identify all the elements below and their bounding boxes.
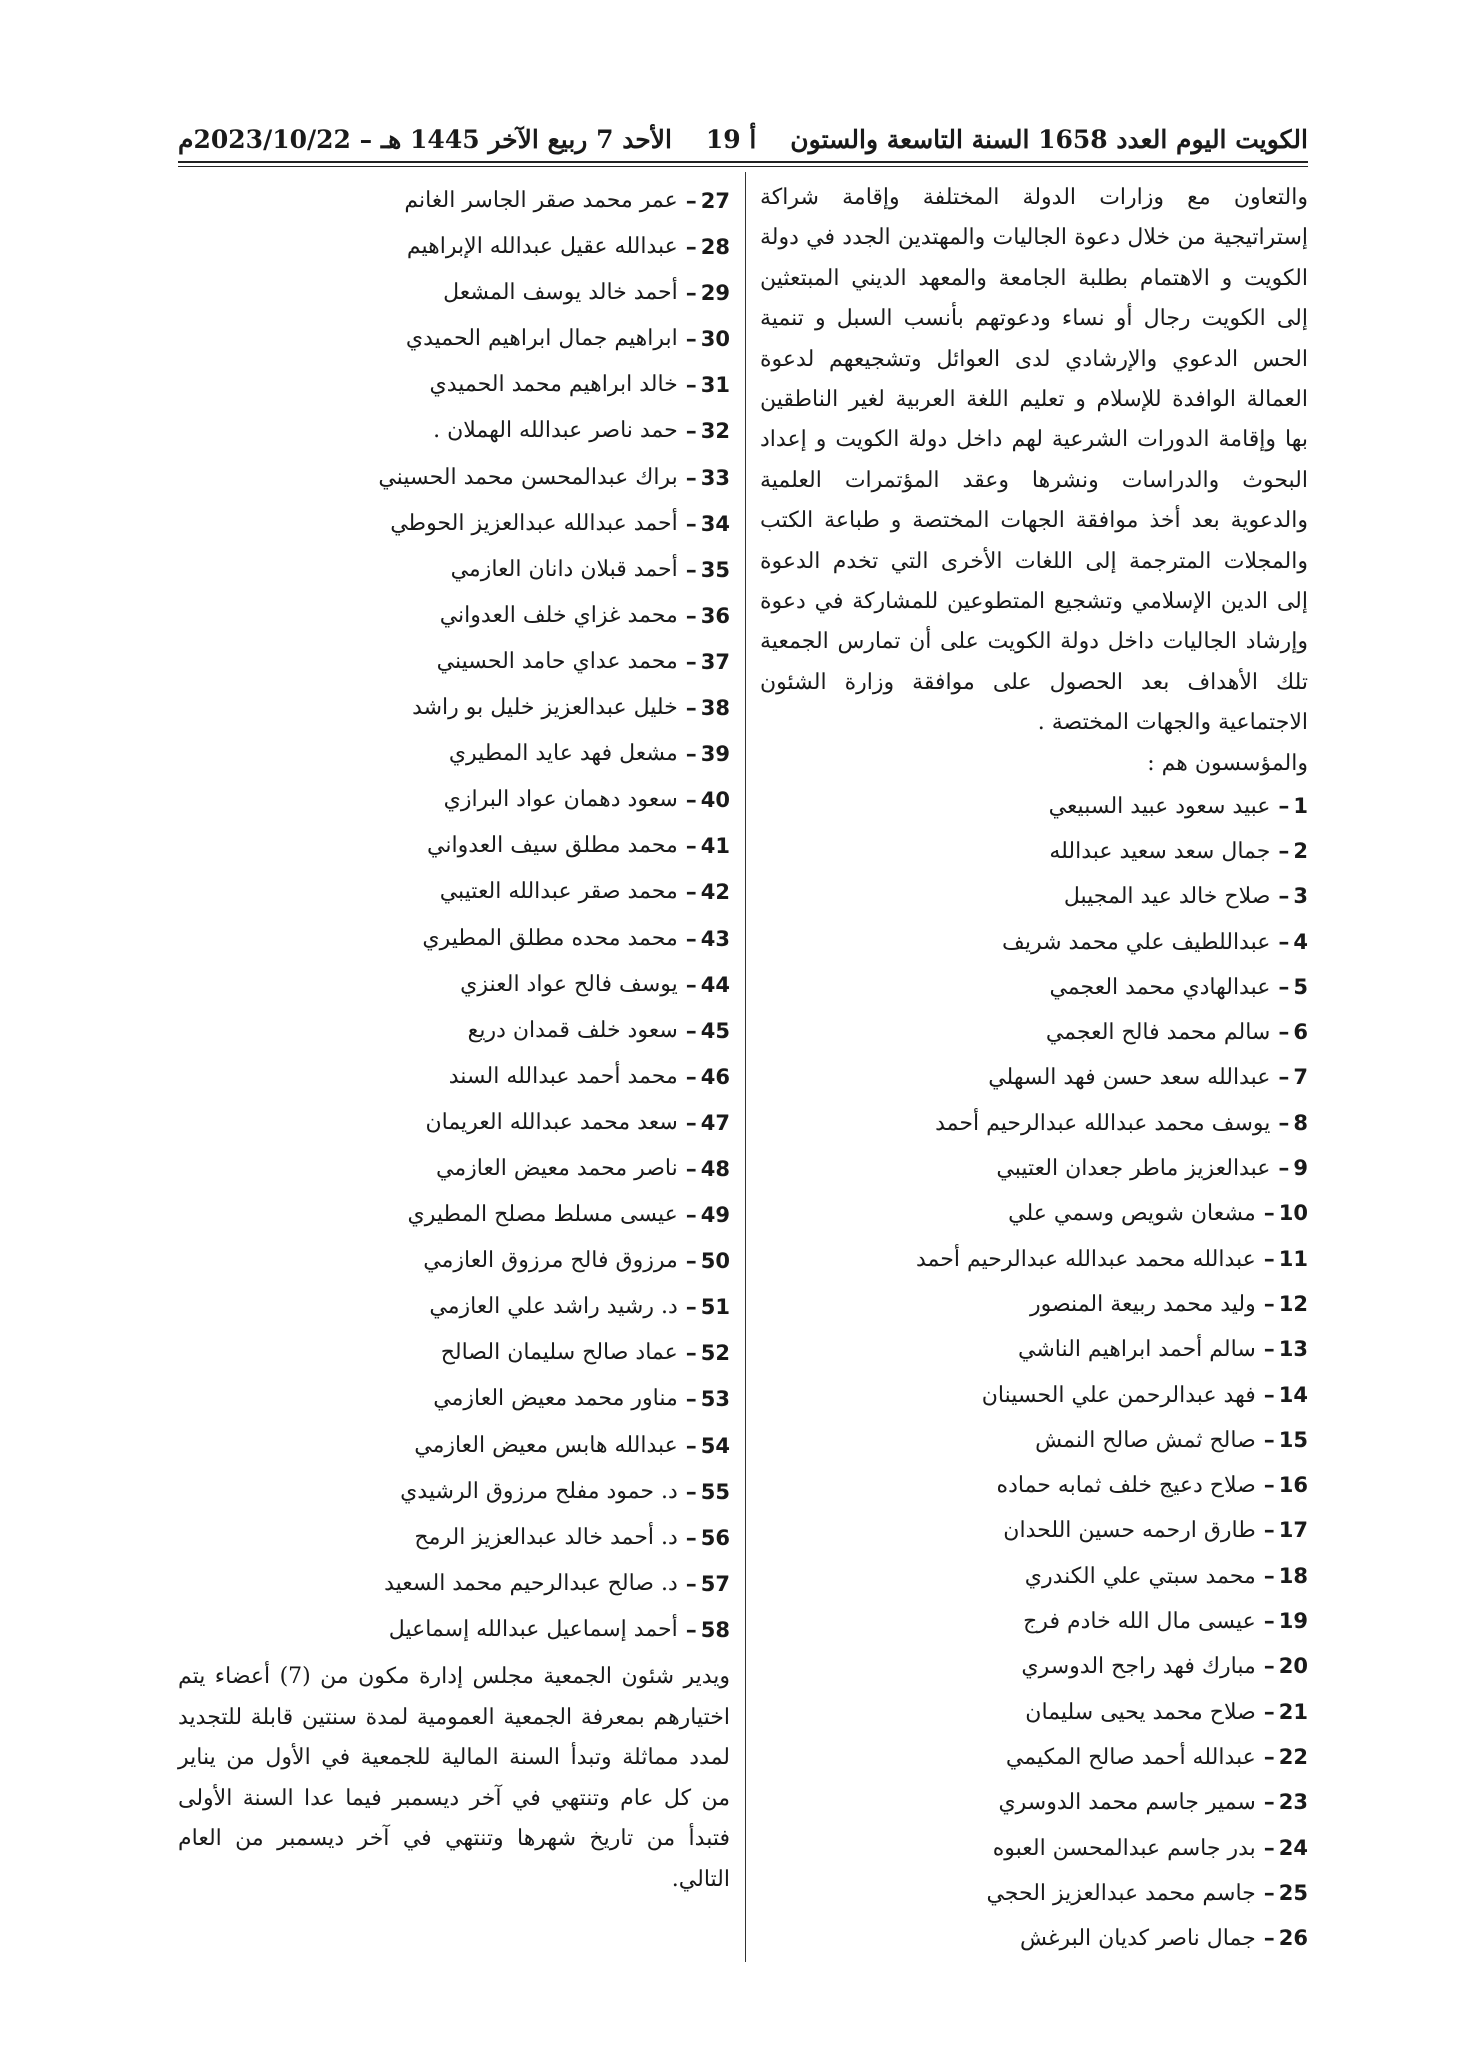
founder-name: عبدالله سعد حسن فهد السهلي — [988, 1065, 1271, 1091]
founder-name: د. صالح عبدالرحيم محمد السعيد — [384, 1570, 678, 1596]
objectives-paragraph: والتعاون مع وزارات الدولة المختلفة وإقامة شراكة إستراتيجية من خلال دعوة الجاليات والمهتدين الجدد في دولة الكويت و الاهتمام بطلبة الجامعة والمعهد الديني المبتعثين إلى الكويت رجال أو نساء ودعوتهم بأنسب السبل و تنمية الحس الدعوي والإرشادي لدى العوائل وتشجيعهم لدعوة العمالة الوافدة للإسلام و تعليم اللغة العربية لغير الناطقين بها وإقامة الدورات الشرعية لهم داخل دولة الكويت و إعداد البحوث والدراسات ونشرها وعقد المؤتمرات العلمية والدعوية بعد أخذ موافقة الجهات المختصة و طباعة الكتب والمجلات المترجمة إلى اللغات الأخرى التي تخدم الدعوة إلى الدين الإسلامي وتشجيع المتطوعين للمشاركة في دعوة وإرشاد الجاليات داخل دولة الكويت على أن تمارس الجمعية تلك الأهداف بعد الحصول على موافقة وزارة الشئون الاجتماعية والجهات المختصة . — [760, 185, 1308, 736]
board-paragraph: ويدير شئون الجمعية مجلس إدارة مكون من (7) أعضاء يتم اختيارهم بمعرفة الجمعية العمومية لمدة سنتين قابلة للتجديد لمدد مماثلة وتبدأ السنة المالية للجمعية في الأول من يناير من كل عام وتنتهي في آخر ديسمبر فيما عدا السنة الأولى فتبدأ من تاريخ شهرها وتنتهي في آخر ديسمبر من العام التالي. — [178, 1664, 730, 1892]
founder-name: براك عبدالمحسن محمد الحسيني — [378, 464, 678, 490]
founder-name: صالح ثمش صالح النمش — [1035, 1427, 1256, 1453]
founder-number: 14 — [1278, 1382, 1308, 1407]
founder-item — [178, 362, 730, 408]
list-dash: – — [1263, 1698, 1275, 1725]
founder-number: 10 — [1278, 1201, 1308, 1226]
founder-number: 54 — [700, 1433, 730, 1458]
list-dash: – — [1278, 1019, 1290, 1046]
founder-item — [178, 685, 730, 731]
founder-name: محمد سبتي علي الكندري — [1024, 1563, 1256, 1589]
founder-number: 55 — [700, 1479, 730, 1504]
founder-number: 39 — [700, 742, 730, 767]
founder-item — [178, 1284, 730, 1330]
founder-number: 31 — [700, 373, 730, 398]
founder-name: محمد محده مطلق المطيري — [422, 925, 678, 951]
founder-number: 1 — [1293, 793, 1308, 818]
founder-number: 11 — [1278, 1246, 1308, 1271]
founder-name: محمد عداي حامد الحسيني — [436, 648, 678, 674]
founder-item — [178, 1238, 730, 1284]
founder-name: صلاح محمد يحيى سليمان — [1025, 1699, 1256, 1725]
founder-item — [178, 455, 730, 501]
founder-item — [178, 408, 730, 454]
founder-number: 57 — [700, 1571, 730, 1596]
list-dash: – — [1278, 883, 1290, 910]
founder-name: يوسف محمد عبدالله عبدالرحيم أحمد — [935, 1110, 1271, 1136]
founder-number: 4 — [1293, 929, 1308, 954]
founder-name: مشعل فهد عايد المطيري — [448, 741, 678, 767]
founder-item — [178, 316, 730, 362]
list-dash: – — [685, 1432, 697, 1459]
founder-name: عبدالله محمد عبدالله عبدالرحيم أحمد — [916, 1246, 1256, 1272]
founder-number: 18 — [1278, 1563, 1308, 1588]
list-dash: – — [685, 326, 697, 353]
list-dash: – — [1263, 1834, 1275, 1861]
founder-number: 56 — [700, 1525, 730, 1550]
founder-name: جمال سعد سعيد عبدالله — [1049, 838, 1271, 864]
founder-number: 48 — [700, 1156, 730, 1181]
founder-number: 19 — [1278, 1609, 1308, 1634]
founder-name: عبدالعزيز ماطر جعدان العتيبي — [996, 1156, 1271, 1182]
founder-item — [178, 731, 730, 777]
list-dash: – — [685, 648, 697, 675]
founder-number: 41 — [700, 834, 730, 859]
founder-item — [760, 1826, 1308, 1871]
founder-number: 3 — [1293, 884, 1308, 909]
founder-number: 23 — [1278, 1790, 1308, 1815]
founder-name: سالم محمد فالح العجمي — [1045, 1020, 1271, 1046]
founder-name: عماد صالح سليمان الصالح — [440, 1340, 678, 1366]
list-dash: – — [685, 1386, 697, 1413]
founder-number: 33 — [700, 465, 730, 490]
list-dash: – — [1263, 1472, 1275, 1499]
founder-number: 27 — [700, 189, 730, 213]
founder-name: عبداللطيف علي محمد شريف — [1002, 929, 1271, 955]
founder-name: د. أحمد خالد عبدالعزيز الرمح — [414, 1524, 678, 1550]
page-number: أ 19 — [705, 124, 757, 154]
founder-item — [178, 547, 730, 593]
list-dash: – — [1263, 1608, 1275, 1635]
founder-name: عيسى مال الله خادم فرج — [1023, 1609, 1256, 1635]
founder-item — [760, 1282, 1308, 1327]
founder-item — [760, 1871, 1308, 1916]
list-dash: – — [685, 602, 697, 629]
founder-item — [178, 1146, 730, 1192]
founder-name: ناصر محمد معيض العازمي — [436, 1155, 678, 1181]
founder-item — [178, 1561, 730, 1607]
founder-name: صلاح دعيج خلف ثمابه حماده — [996, 1473, 1256, 1499]
founder-item — [760, 1735, 1308, 1780]
list-dash: – — [685, 510, 697, 537]
founder-item — [760, 1373, 1308, 1418]
founder-name: خالد ابراهيم محمد الحميدي — [429, 372, 678, 398]
list-dash: – — [685, 1248, 697, 1275]
list-dash: – — [1278, 837, 1290, 864]
list-dash: – — [1263, 1290, 1275, 1317]
list-dash: – — [1263, 1426, 1275, 1453]
founder-name: جاسم محمد عبدالعزيز الحجي — [986, 1880, 1256, 1906]
founder-item — [760, 1237, 1308, 1282]
founder-item — [178, 639, 730, 685]
list-dash: – — [1263, 1336, 1275, 1363]
column-divider — [745, 172, 746, 1962]
list-dash: – — [685, 971, 697, 998]
founder-name: محمد غزاي خلف العدواني — [439, 602, 678, 628]
right-column — [760, 178, 1308, 1961]
founder-name: سعد محمد عبدالله العريمان — [425, 1109, 678, 1135]
founder-number: 2 — [1293, 838, 1308, 863]
founder-item — [760, 920, 1308, 965]
founder-number: 38 — [700, 696, 730, 721]
founder-item — [178, 593, 730, 639]
founder-number: 16 — [1278, 1473, 1308, 1498]
list-dash: – — [1263, 1743, 1275, 1770]
founder-item — [178, 869, 730, 915]
list-dash: – — [685, 1155, 697, 1182]
list-dash: – — [685, 1017, 697, 1044]
founder-item — [760, 1599, 1308, 1644]
founder-item — [760, 784, 1308, 829]
list-dash: – — [1263, 1200, 1275, 1227]
founders-list-right — [760, 784, 1308, 1962]
founder-number: 53 — [700, 1387, 730, 1412]
founder-item — [760, 1146, 1308, 1191]
founder-item — [760, 1916, 1308, 1961]
founder-name: عمر محمد صقر الجاسر الغانم — [404, 188, 678, 213]
founder-number: 22 — [1278, 1744, 1308, 1769]
list-dash: – — [1263, 1517, 1275, 1544]
list-dash: – — [685, 280, 697, 307]
list-dash: – — [685, 833, 697, 860]
list-dash: – — [1278, 1064, 1290, 1091]
founder-number: 32 — [700, 419, 730, 444]
founder-item — [760, 829, 1308, 874]
founder-number: 15 — [1278, 1427, 1308, 1452]
founder-item — [760, 1508, 1308, 1553]
founder-name: أحمد إسماعيل عبدالله إسماعيل — [388, 1616, 678, 1642]
header-rule-thin — [178, 166, 1308, 167]
founder-number: 24 — [1278, 1835, 1308, 1860]
founder-item — [760, 1463, 1308, 1508]
founder-item — [178, 777, 730, 823]
founder-name: سعود خلف قمدان دريع — [467, 1017, 678, 1043]
founders-list-left — [178, 178, 730, 1653]
list-dash: – — [685, 372, 697, 399]
founder-number: 12 — [1278, 1291, 1308, 1316]
founder-number: 13 — [1278, 1337, 1308, 1362]
founder-number: 35 — [700, 557, 730, 582]
founder-item — [178, 1008, 730, 1054]
founder-name: عبدالهادي محمد العجمي — [1049, 974, 1271, 1000]
founder-item — [178, 224, 730, 270]
founder-name: مشعان شويص وسمي علي — [1008, 1201, 1256, 1227]
founder-number: 9 — [1293, 1156, 1308, 1181]
list-dash: – — [685, 879, 697, 906]
founder-number: 43 — [700, 926, 730, 951]
founder-item — [760, 1418, 1308, 1463]
founder-name: محمد أحمد عبدالله السند — [448, 1063, 678, 1089]
founder-number: 21 — [1278, 1699, 1308, 1724]
left-column — [178, 178, 730, 1900]
founder-item — [760, 1327, 1308, 1372]
founder-number: 8 — [1293, 1110, 1308, 1135]
list-dash: – — [1278, 1109, 1290, 1136]
list-dash: – — [685, 1478, 697, 1505]
founder-number: 30 — [700, 327, 730, 352]
founder-item — [178, 1376, 730, 1422]
founder-name: عبدالله عقيل عبدالله الإبراهيم — [406, 234, 678, 260]
list-dash: – — [1278, 1155, 1290, 1182]
page-header — [178, 122, 1308, 156]
founder-number: 25 — [1278, 1880, 1308, 1905]
list-dash: – — [1263, 1381, 1275, 1408]
founder-item — [760, 1101, 1308, 1146]
list-dash: – — [685, 1294, 697, 1321]
founder-name: بدر جاسم عبدالمحسن العبوه — [992, 1835, 1256, 1861]
founder-name: مناور محمد معيض العازمي — [433, 1386, 678, 1412]
list-dash: – — [1278, 928, 1290, 955]
list-dash: – — [685, 556, 697, 583]
founder-name: خليل عبدالعزيز خليل بو راشد — [412, 695, 678, 721]
founder-number: 17 — [1278, 1518, 1308, 1543]
founder-number: 37 — [700, 649, 730, 674]
founders-intro: والمؤسسون هم : — [1147, 750, 1308, 776]
founder-name: جمال ناصر كديان البرغش — [1019, 1926, 1256, 1952]
founder-item — [760, 965, 1308, 1010]
list-dash: – — [685, 1340, 697, 1367]
list-dash: – — [685, 188, 697, 214]
founder-item — [178, 1607, 730, 1653]
founder-name: يوسف فالح عواد العنزي — [460, 971, 678, 997]
founder-item — [178, 1515, 730, 1561]
founder-item — [178, 962, 730, 1008]
founder-name: محمد صقر عبدالله العتيبي — [439, 879, 678, 905]
founder-name: د. رشيد راشد علي العازمي — [429, 1294, 678, 1320]
list-dash: – — [685, 418, 697, 445]
issue-date: الأحد 7 ربيع الآخر 1445 هـ – 2023/10/22م — [178, 124, 672, 154]
founder-item — [178, 823, 730, 869]
list-dash: – — [685, 1202, 697, 1229]
list-dash: – — [1278, 973, 1290, 1000]
founder-name: محمد مطلق سيف العدواني — [427, 833, 678, 859]
founder-item — [178, 916, 730, 962]
founder-item — [178, 1330, 730, 1376]
founder-name: ابراهيم جمال ابراهيم الحميدي — [405, 326, 678, 352]
list-dash: – — [685, 741, 697, 768]
list-dash: – — [685, 1109, 697, 1136]
founder-item — [760, 1690, 1308, 1735]
founder-number: 58 — [700, 1617, 730, 1642]
founder-name: فهد عبدالرحمن علي الحسينان — [981, 1382, 1256, 1408]
founder-name: سمير جاسم محمد الدوسري — [998, 1790, 1256, 1816]
founder-number: 28 — [700, 235, 730, 260]
founder-name: سعود دهمان عواد البرازي — [443, 787, 678, 813]
founder-item — [760, 1554, 1308, 1599]
list-dash: – — [685, 787, 697, 814]
founder-item — [760, 1780, 1308, 1825]
founder-name: وليد محمد ربيعة المنصور — [1029, 1291, 1256, 1317]
founder-number: 20 — [1278, 1654, 1308, 1679]
list-dash: – — [1263, 1653, 1275, 1680]
list-dash: – — [685, 1524, 697, 1551]
founder-name: سالم أحمد ابراهيم الناشي — [1018, 1337, 1256, 1363]
founder-item — [178, 1469, 730, 1515]
founder-item — [178, 1054, 730, 1100]
founder-name: عبدالله أحمد صالح المكيمي — [1005, 1744, 1256, 1770]
founder-number: 51 — [700, 1295, 730, 1320]
founder-item — [760, 1191, 1308, 1236]
list-dash: – — [685, 1570, 697, 1597]
founder-item — [178, 1100, 730, 1146]
founder-name: مرزوق فالح مرزوق العازمي — [423, 1248, 678, 1274]
header-rule — [178, 161, 1308, 163]
founder-number: 45 — [700, 1018, 730, 1043]
founder-number: 52 — [700, 1341, 730, 1366]
list-dash: – — [685, 925, 697, 952]
list-dash: – — [1278, 792, 1290, 819]
founder-number: 36 — [700, 603, 730, 628]
founder-name: عيسى مسلط مصلح المطيري — [407, 1202, 678, 1228]
founder-number: 44 — [700, 972, 730, 997]
founder-name: طارق ارحمه حسين اللحدان — [1003, 1518, 1256, 1544]
founder-number: 46 — [700, 1064, 730, 1089]
founder-number: 7 — [1293, 1065, 1308, 1090]
founder-item — [178, 501, 730, 547]
founder-number: 40 — [700, 788, 730, 813]
founder-number: 29 — [700, 281, 730, 306]
list-dash: – — [685, 1063, 697, 1090]
founder-name: صلاح خالد عيد المجيبل — [1063, 884, 1271, 910]
founder-item — [178, 1423, 730, 1469]
founder-name: مبارك فهد راجح الدوسري — [1021, 1654, 1256, 1680]
founder-item — [760, 1644, 1308, 1689]
founder-number: 42 — [700, 880, 730, 905]
gazette-issue-title: الكويت اليوم العدد 1658 السنة التاسعة والستون — [790, 124, 1308, 154]
founder-number: 26 — [1278, 1926, 1308, 1951]
founder-name: عبيد سعود عبيد السبيعي — [1048, 793, 1271, 819]
list-dash: – — [1263, 1562, 1275, 1589]
founder-name: أحمد قبلان دانان العازمي — [450, 556, 678, 582]
list-dash: – — [685, 695, 697, 722]
founder-item — [178, 1192, 730, 1238]
founder-item — [760, 1010, 1308, 1055]
founder-number: 50 — [700, 1249, 730, 1274]
founder-number: 34 — [700, 511, 730, 536]
list-dash: – — [685, 234, 697, 261]
founder-number: 6 — [1293, 1020, 1308, 1045]
list-dash: – — [685, 1616, 697, 1643]
list-dash: – — [1263, 1879, 1275, 1906]
list-dash: – — [1263, 1789, 1275, 1816]
founder-name: د. حمود مفلح مرزوق الرشيدي — [400, 1478, 678, 1504]
founder-item — [178, 178, 730, 224]
founder-name: أحمد عبدالله عبدالعزيز الحوطي — [390, 510, 678, 536]
founder-number: 47 — [700, 1110, 730, 1135]
founder-name: عبدالله هابس معيض العازمي — [414, 1432, 678, 1458]
list-dash: – — [1263, 1245, 1275, 1272]
founder-item — [760, 874, 1308, 919]
list-dash: – — [685, 464, 697, 491]
founder-item — [178, 270, 730, 316]
founder-number: 5 — [1293, 974, 1308, 999]
founder-item — [760, 1055, 1308, 1100]
founder-name: أحمد خالد يوسف المشعل — [443, 280, 678, 306]
founder-number: 49 — [700, 1203, 730, 1228]
list-dash: – — [1263, 1925, 1275, 1952]
founder-name: حمد ناصر عبدالله الهملان . — [433, 418, 678, 444]
